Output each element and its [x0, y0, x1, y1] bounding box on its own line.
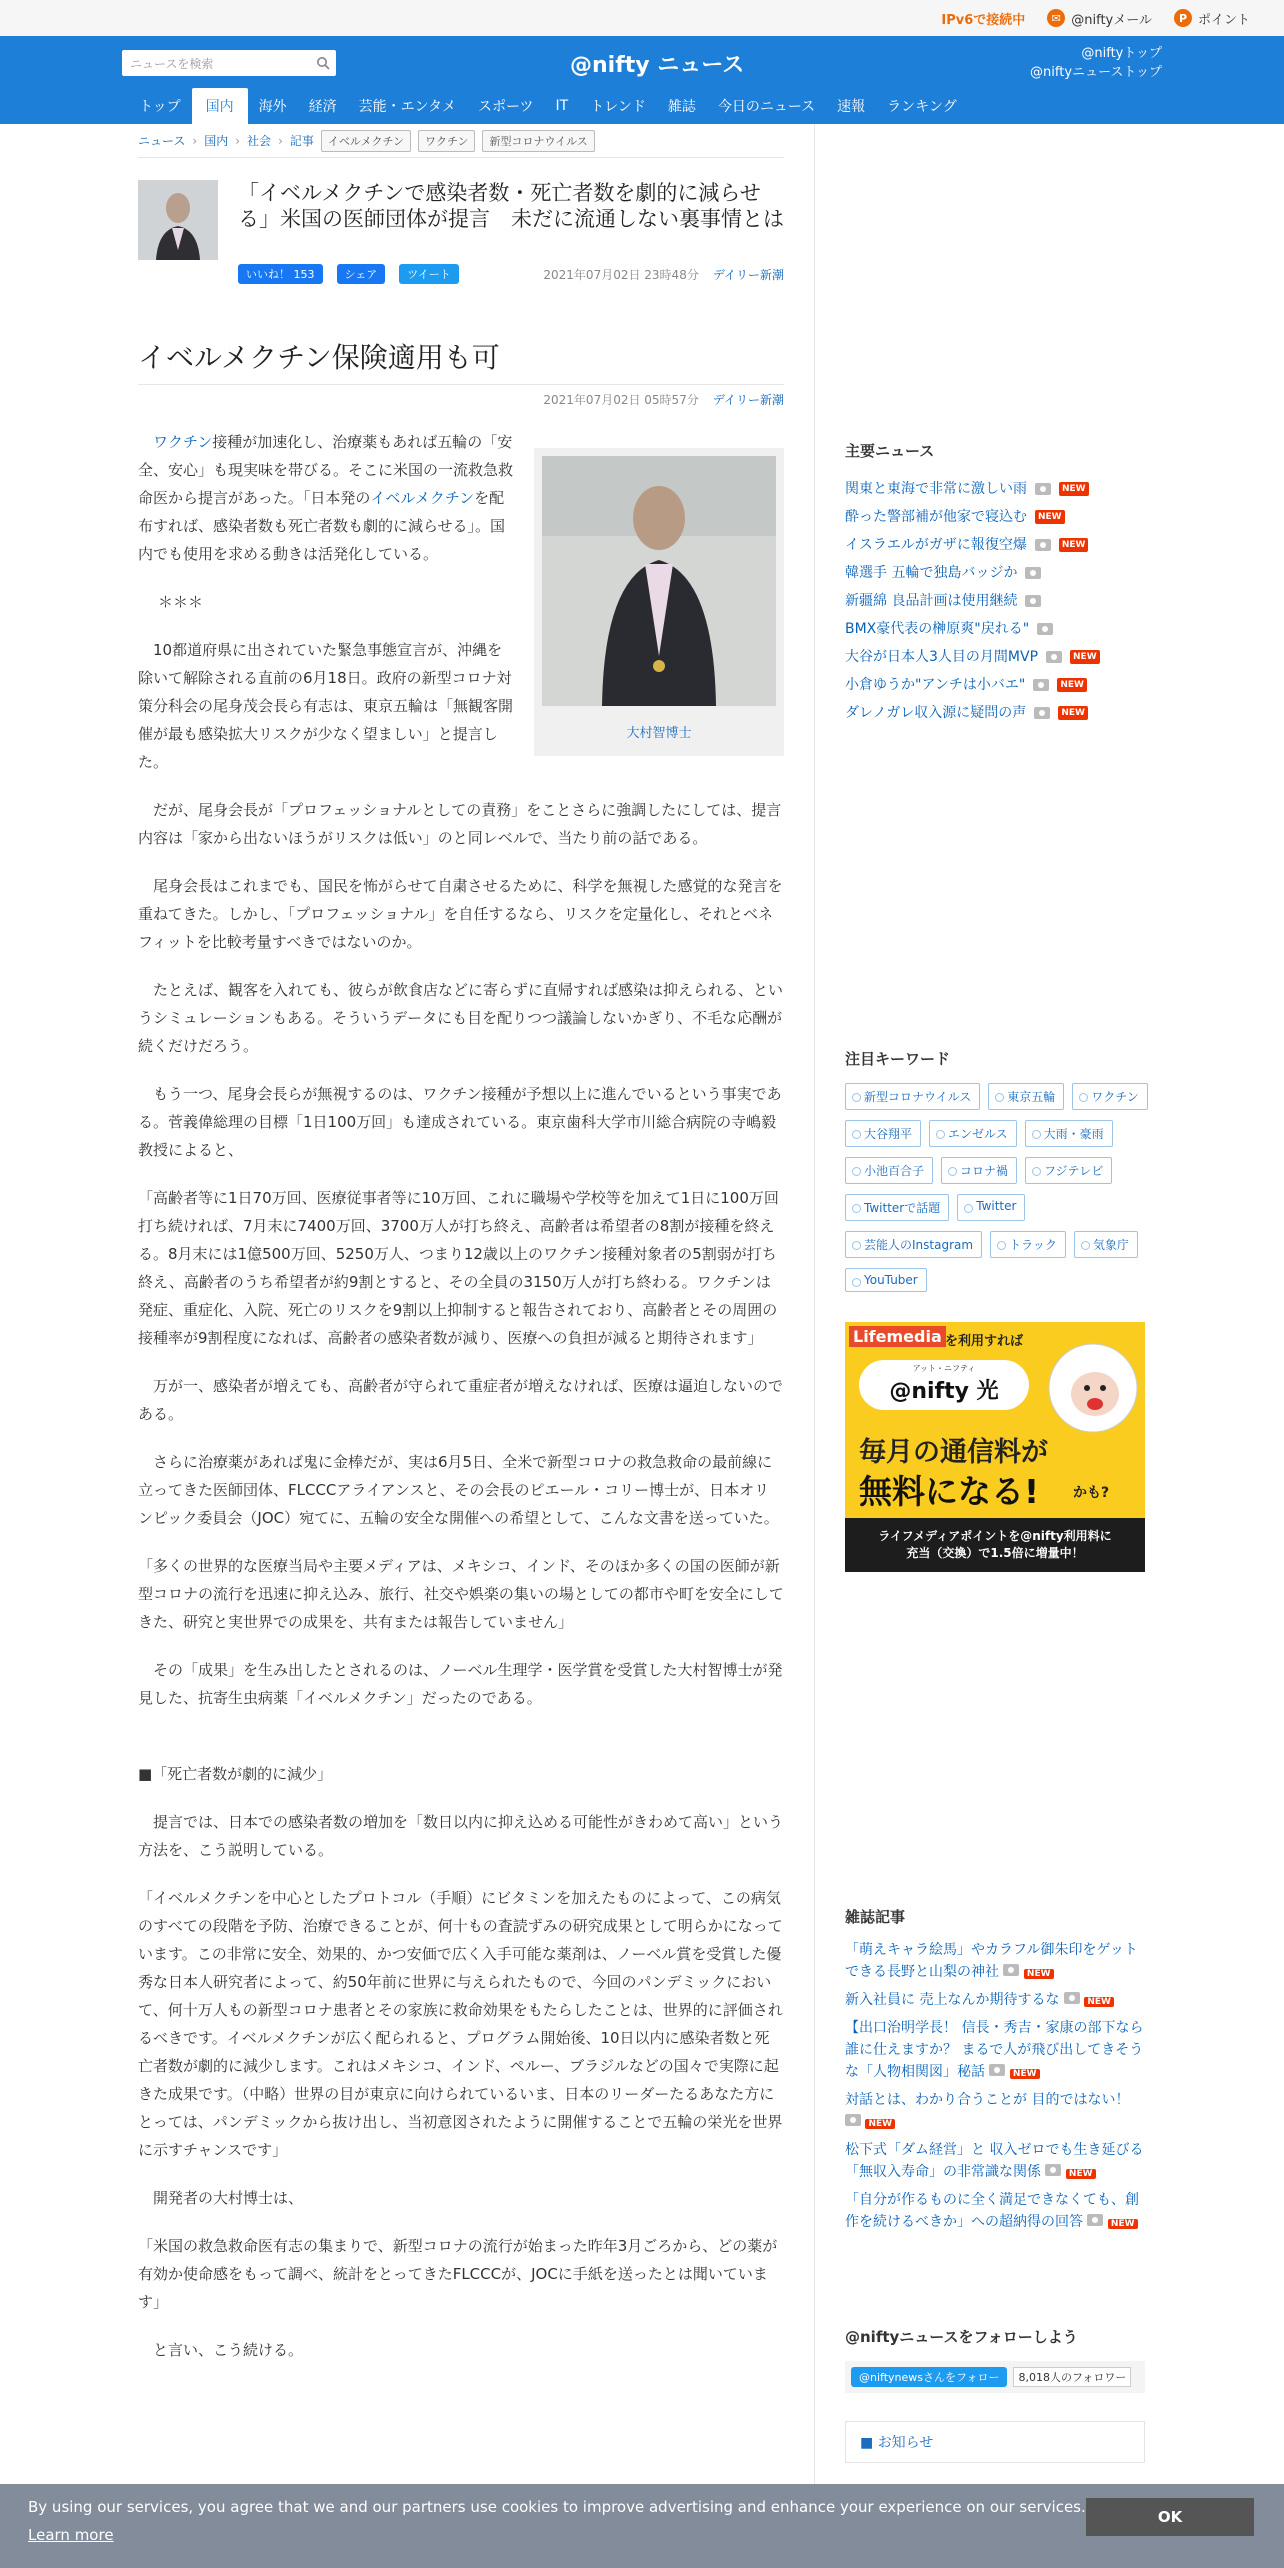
news-link[interactable]: 新疆綿 良品計画は使用継続 [845, 593, 1018, 609]
keyword-chip[interactable]: フジテレビ [1025, 1157, 1112, 1184]
camera-icon [1087, 2214, 1103, 2226]
nav-item[interactable]: 経済 [308, 99, 337, 115]
article-body [138, 428, 784, 2364]
magazine-item[interactable] [845, 2139, 1145, 2183]
main-nav [128, 88, 968, 124]
banner-line1: 毎月の通信料が [859, 1437, 1048, 1468]
keyword-chip[interactable]: 大雨・豪雨 [1025, 1120, 1113, 1147]
site-logo[interactable]: @nifty ニュース [570, 53, 745, 78]
camera-icon [989, 2064, 1005, 2076]
news-item[interactable] [845, 671, 1195, 699]
tag[interactable]: 新型コロナウイルス [482, 130, 594, 152]
news-item[interactable] [845, 699, 1195, 727]
news-item[interactable] [845, 503, 1195, 531]
article-subtitle: イベルメクチン保険適用も可 [138, 341, 500, 374]
new-badge: NEW [1070, 650, 1100, 664]
news-item[interactable] [845, 615, 1195, 643]
cookie-banner [0, 2484, 1284, 2568]
main-news-list [845, 475, 1195, 727]
magazine-link[interactable]: 対話とは、わかり合うことが 目的ではない！ [845, 2092, 1130, 2108]
keyword-chip[interactable]: エンゼルス [929, 1120, 1017, 1147]
breadcrumb: ニュース › 国内 › 社会 › 記事 イベルメクチン ワクチン 新型コロナウイルス [138, 124, 784, 158]
banner-logo-pill [859, 1360, 1029, 1410]
main-news-section [845, 440, 1195, 727]
follow-section [845, 2326, 1145, 2463]
news-link[interactable]: 関東と東海で非常に激しい雨 [845, 481, 1027, 497]
new-badge: NEW [1066, 2169, 1096, 2179]
camera-icon [1045, 2164, 1061, 2176]
nav-item[interactable]: 海外 [258, 99, 287, 115]
keyword-link-ivermectin[interactable]: イベルメクチン [370, 489, 475, 507]
separator-stars: ＊＊＊ [158, 593, 204, 611]
breadcrumb-item[interactable]: 国内 [204, 134, 229, 148]
banner-bottom-line2: 充当（交換）で1.5倍に増量中！ [906, 1546, 1084, 1560]
search-box[interactable] [122, 50, 336, 76]
quote: 「イベルメクチンを中心としたプロトコル（手順）にビタミンを加えたものによって、この病気のすべての段階を予防、治療できることが、何十もの査読ずみの研究成果として明らかになっています。この非常に安全、効果的、かつ安価で広く入手可能な薬剤は、ノーベル賞を受賞した優秀な日本人研究者によって、約50年前に世界に与えられたもので、今回のパンデミックにおいて、何十万人もの新型コロナ患者とその家族に救命効果をもたらしたことは、世界的に評価されるべきです。イベルメクチンが広く配られると、プログラム開始後、10日以内に感染者数と死亡者数が劇的に減少します。これはメキシコ、インド、ペルー、ブラジルなどの国々で実際に起きた成果です。（中略）世界の目が東京に向けられているいま、日本のリーダーたるあなた方にとっては、パンデミックから抜け出し、当初意図されたように開催することで五輪の栄光を世界に示すチャンスです」 [138, 1889, 783, 2159]
new-badge: NEW [1010, 2069, 1040, 2079]
quote: 「米国の救急救命医有志の集まりで、新型コロナの流行が始まった昨年3月ごろから、どの薬が有効か使命感をもって調べ、統計をとってきたFLCCCが、JOCに手紙を送ったとは聞いています」 [138, 2237, 778, 2311]
breadcrumb-item: 記事 [289, 134, 314, 148]
section-heading: ■「死亡者数が劇的に減少」 [138, 1765, 333, 1783]
camera-icon [1035, 483, 1051, 495]
paragraph: たとえば、観客を入れても、彼らが飲食店などに寄らずに直帰すれば感染は抑えられる、というシミュレーションもある。そういうデータにも目を配りつつ議論しないかぎり、不毛な応酬が続くだけだろう。 [138, 981, 784, 1055]
keyword-chip[interactable]: Twitterで話題 [845, 1194, 949, 1221]
quote: 「多くの世界的な医療当局や主要メディアは、メキシコ、インド、そのほか多くの国の医師が新型コロナの流行を迅速に抑え込み、旅行、社交や娯楽の集いの場としての都市や町を安全にしてきた、研究と実世界での成果を、共有または報告していません」 [138, 1557, 784, 1631]
magazine-item[interactable] [845, 2189, 1145, 2233]
point-link[interactable] [1174, 9, 1250, 28]
keyword-chip[interactable]: 新型コロナウイルス [845, 1083, 980, 1110]
news-item[interactable] [845, 643, 1195, 671]
mail-label[interactable]: @niftyメール [1071, 12, 1152, 28]
keyword-chip[interactable]: 大谷翔平 [845, 1120, 921, 1147]
article-meta [543, 266, 784, 283]
cookie-ok-button[interactable]: OK [1086, 2498, 1254, 2536]
news-link[interactable]: イスラエルがガザに報復空爆 [845, 537, 1027, 553]
magazine-link[interactable]: 松下式「ダム経営」と 収入ゼロでも生き延びる「無収入寿命」の非常識な関係 [845, 2142, 1144, 2180]
keyword-chip[interactable]: 東京五輪 [988, 1083, 1064, 1110]
notice-box: ■ お知らせ [845, 2421, 1145, 2463]
banner-bottom [845, 1518, 1145, 1572]
camera-icon [1064, 1992, 1080, 2004]
nifty-top-link[interactable]: @niftyトップ [1081, 46, 1162, 61]
publish-date: 2021年07月02日 23時48分 [543, 267, 699, 282]
news-link[interactable]: 韓選手 五輪で独島バッジか [845, 565, 1018, 581]
news-link[interactable]: 酔った警部補が他家で寝込む [845, 509, 1027, 525]
keyword-chip[interactable]: 芸能人のInstagram [845, 1231, 982, 1258]
like-button[interactable]: いいね！ 153 [238, 264, 323, 284]
banner-bottom-line1: ライフメディアポイントを@nifty利用料に [878, 1529, 1112, 1543]
paragraph: 開発者の大村博士は、 [153, 2189, 304, 2207]
camera-icon [1025, 595, 1041, 607]
nav-item-active[interactable]: 国内 [192, 88, 248, 124]
nifty-mail-link[interactable] [1047, 9, 1152, 28]
magazine-link[interactable]: 「萌えキャラ絵馬」やカラフル御朱印をゲットできる長野と山梨の神社 [845, 1942, 1138, 1980]
sheep-mascot-icon [1043, 1328, 1143, 1438]
breadcrumb-item[interactable]: ニュース [138, 134, 186, 148]
point-icon: P [1174, 9, 1192, 27]
nav-item[interactable]: スポーツ [478, 99, 534, 115]
new-badge: NEW [1058, 706, 1088, 720]
magazine-item[interactable] [845, 1939, 1145, 1983]
ipv6-status: IPv6で接続中 [941, 12, 1026, 28]
new-badge: NEW [1084, 1997, 1114, 2007]
keyword-list [845, 1083, 1155, 1292]
nav-item[interactable]: 今日のニュース [717, 99, 816, 115]
keyword-section [845, 1048, 1195, 1572]
keyword-chip[interactable]: Twitter [957, 1194, 1025, 1221]
site-header [0, 36, 1284, 124]
nav-item[interactable]: 芸能・エンタメ [358, 99, 457, 115]
magazine-link[interactable]: 【出口治明学長！ 信長・秀吉・家康の部下なら 誰に仕えますか？ まるで人が飛び出してきそうな「人物相関図」秘話 [845, 2020, 1144, 2080]
paragraph: さらに治療薬があれば鬼に金棒だが、実は6月5日、全米で新型コロナの救急救命の最前線に立ってきた医師団体、FLCCCアライアンスと、その会長のピエール・コリー博士が、日本オリンピック委員会（JOC）宛てに、五輪の安全な開催への希望として、こんな文書を送っていた。 [138, 1453, 779, 1527]
camera-icon [1037, 623, 1053, 635]
article-thumbnail [138, 180, 218, 260]
banner-brand: Lifemedia [849, 1326, 946, 1347]
tag[interactable]: ワクチン [418, 130, 475, 152]
news-item[interactable] [845, 559, 1195, 587]
social-buttons [138, 264, 459, 284]
new-badge: NEW [1059, 538, 1089, 552]
paragraph-text: 接種が加速化し、治療薬もあれば五輪の「安全、安心」も現実味を帯びる。そこに米国の一流救急救命医から提言があった。「日本発の [138, 433, 514, 507]
paragraph: その「成果」を生み出したとされるのは、ノーベル生理学・医学賞を受賞した大村智博士が発見した、抗寄生虫病薬「イベルメクチン」だったのである。 [138, 1661, 783, 1707]
follower-count: 8,018人のフォロワー [1013, 2367, 1131, 2387]
keyword-link-vaccine[interactable]: ワクチン [153, 433, 213, 451]
article-column [138, 124, 784, 2364]
nifty-news-top-link[interactable]: @niftyニューストップ [1030, 65, 1162, 80]
cookie-text: By using our services, you agree that we and our partners use cookies to improve advertising and enhance your experience on our services. [28, 2498, 1086, 2516]
tag[interactable]: イベルメクチン [321, 130, 411, 152]
mail-icon: ✉ [1047, 9, 1065, 27]
nav-item[interactable]: ランキング [887, 99, 957, 115]
new-badge: NEW [1108, 2219, 1138, 2229]
keyword-chip[interactable]: 気象庁 [1074, 1231, 1138, 1258]
omura-photo[interactable] [542, 456, 776, 706]
keyword-chip[interactable]: ワクチン [1072, 1083, 1147, 1110]
magazine-section [845, 1906, 1145, 2239]
nav-item[interactable]: トップ [139, 99, 181, 115]
camera-icon [1033, 679, 1049, 691]
sidebar [814, 124, 1284, 2568]
magazine-list [845, 1939, 1145, 2233]
banner-logo: @nifty 光 [889, 1379, 999, 1404]
magazine-link[interactable]: 「自分が作るものに全く満足できなくても、創作を続けるべきか」への超納得の回答 [845, 2192, 1139, 2230]
keyword-title: 注目キーワード [845, 1050, 951, 1068]
search-icon[interactable] [310, 50, 336, 76]
figure-caption: 大村智博士 [626, 726, 692, 741]
search-input[interactable]: ニュースを検索 [130, 56, 214, 71]
paragraph: 尾身会長はこれまでも、国民を怖がらせて自粛させるために、科学を無視した感覚的な発言を重ねてきた。しかし、「プロフェッショナル」を自任するなら、リスクを定量化し、それとベネフィットを比較考量すべきではないのか。 [138, 877, 783, 951]
article-header [138, 180, 784, 260]
article-meta-2 [138, 384, 784, 408]
magazine-title: 雑誌記事 [845, 1908, 906, 1926]
keyword-chip[interactable]: コロナ禍 [941, 1157, 1017, 1184]
new-badge: NEW [1035, 510, 1065, 524]
news-link[interactable]: BMX豪代表の榊原爽"戻れる" [845, 621, 1030, 637]
banner-top-text: を利用すれば [945, 1334, 1024, 1349]
paragraph: 万が一、感染者が増えても、高齢者が守られて重症者が増えなければ、医療は逼迫しないのである。 [138, 1377, 784, 1423]
nav-item[interactable]: トレンド [590, 99, 646, 115]
breadcrumb-item[interactable]: 社会 [247, 134, 272, 148]
news-item[interactable] [845, 531, 1195, 559]
new-badge: NEW [1057, 678, 1087, 692]
nav-item[interactable]: IT [555, 98, 569, 114]
new-badge: NEW [1024, 1969, 1054, 1979]
notice-link[interactable]: お知らせ [877, 2435, 934, 2451]
paragraph: と言い、こう続ける。 [153, 2341, 304, 2359]
nav-item[interactable]: 雑誌 [667, 99, 696, 115]
camera-icon [845, 2114, 861, 2126]
news-item[interactable] [845, 475, 1195, 503]
new-badge: NEW [865, 2119, 895, 2129]
magazine-item[interactable] [845, 1989, 1145, 2011]
learn-more-link[interactable]: Learn more [28, 2526, 114, 2544]
share-button[interactable]: シェア [337, 264, 386, 284]
paragraph: 10都道府県に出されていた緊急事態宣言が、沖縄を除いて解除される直前の6月18日。政府の新型コロナ対策分科会の尾身茂会長ら有志は、東京五輪は「無観客開催が最も感染拡大リスクが少なく望ましい」と提言した。 [138, 641, 514, 771]
twitter-follow-button[interactable]: @niftynewsさんをフォロー [851, 2367, 1007, 2387]
camera-icon [1046, 651, 1062, 663]
banner-ruby: アット・ニフティ [912, 1364, 976, 1373]
tweet-button[interactable]: ツイート [399, 264, 458, 284]
top-utility-bar [0, 0, 1284, 36]
news-link[interactable]: 小倉ゆうか"アンチは小バエ" [845, 677, 1026, 693]
publish-date: 2021年07月02日 05時57分 [543, 393, 699, 407]
nav-item[interactable]: 速報 [837, 99, 866, 115]
article-figure [534, 448, 784, 756]
header-links [1030, 44, 1162, 82]
follow-title: @niftyニュースをフォローしよう [845, 2328, 1078, 2346]
keyword-chip[interactable]: 小池百合子 [845, 1157, 933, 1184]
banner-line2: 無料になる! [859, 1472, 1040, 1511]
magazine-item[interactable] [845, 2089, 1145, 2133]
article-title: 「イベルメクチンで感染者数・死亡者数を劇的に減らせる」米国の医師団体が提言 未だに流通しない裏事情とは [238, 181, 784, 231]
follow-widget [845, 2361, 1145, 2393]
paragraph: だが、尾身会長が「プロフェッショナルとしての責務」をことさらに強調したにしては、提言内容は「家から出ないほうがリスクは低い」のと同レベルで、当たり前の話である。 [138, 801, 782, 847]
keyword-chip[interactable]: YouTuber [845, 1268, 927, 1292]
camera-icon [1035, 539, 1051, 551]
ad-banner[interactable] [845, 1322, 1145, 1572]
news-link[interactable]: ダレノガレ収入源に疑問の声 [845, 705, 1027, 721]
paragraph-text: を配布すれば、感染者数も死亡者数も劇的に減らせる」。国内でも使用を求める動きは活発化している。 [138, 489, 506, 563]
magazine-link[interactable]: 新入社員に 売上なんか期待するな [845, 1992, 1060, 2008]
magazine-item[interactable] [845, 2017, 1145, 2083]
paragraph: 提言では、日本での感染者数の増加を「数日以内に抑え込める可能性がきわめて高い」という方法を、こう説明している。 [138, 1813, 784, 1859]
paragraph: もう一つ、尾身会長らが無視するのは、ワクチン接種が予想以上に進んでいるという事実である。菅義偉総理の目標「1日100万回」も達成されている。東京歯科大学市川総合病院の寺嶋毅教授によると、 [138, 1085, 782, 1159]
camera-icon [1034, 707, 1050, 719]
banner-question: かも? [1073, 1485, 1110, 1501]
new-badge: NEW [1059, 482, 1089, 496]
main-news-title: 主要ニュース [845, 442, 935, 460]
camera-icon [1003, 1964, 1019, 1976]
source-link[interactable]: デイリー新潮 [712, 393, 784, 407]
quote: 「高齢者等に1日70万回、医療従事者等に10万回、これに職場や学校等を加えて1日に100万回打ち続ければ、7月末に7400万回、3700万人が打ち終え、高齢者は希望者の8割が接種を終える。8月末には1億500万回、5250万人、つまり12歳以上のワクチン接種対象者の5割弱が打ち終え、高齢者のうち希望者が約9割とすると、その全員の3150万人が打ち終わる。ワクチンは発症、重症化、入院、死亡のリスクを9割以上抑制すると報告されており、高齢者とその周囲の接種率が9割程度になれば、高齢者の感染者数が減り、医療への負担が減ると期待されます」 [138, 1189, 779, 1347]
point-label[interactable]: ポイント [1197, 12, 1250, 28]
keyword-chip[interactable]: トラック [990, 1231, 1066, 1258]
camera-icon [1025, 567, 1041, 579]
news-link[interactable]: 大谷が日本人3人目の月間MVP [845, 649, 1039, 665]
source-link[interactable]: デイリー新潮 [712, 267, 784, 282]
news-item[interactable] [845, 587, 1195, 615]
